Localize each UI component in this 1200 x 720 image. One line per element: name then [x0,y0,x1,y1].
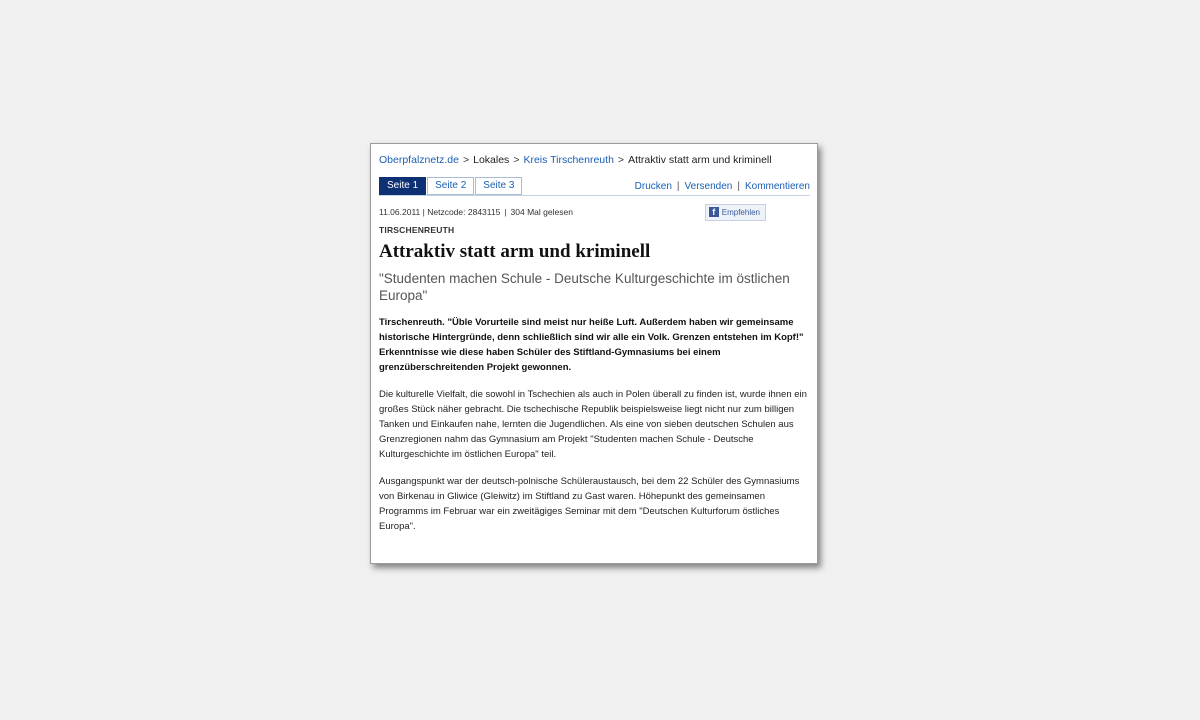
action-divider: | [737,181,740,192]
meta-row [379,203,810,221]
article-lead: Tirschenreuth. "Üble Vorurteile sind meist nur heiße Luft. Außerdem haben wir gemeinsame historische Hintergründe, denn schließlich sind wir alle ein Volk. Grenzen entstehen im Kopf!" Erkenntnisse wie diese haben Schüler des Stiftland-Gymnasiums bei einem grenzüberschreitenden Projekt gewonnen. [379,317,804,373]
breadcrumb [379,152,810,168]
article-kicker: TIRSCHENREUTH [379,225,455,235]
tab-divider-line [379,195,810,196]
breadcrumb-separator: > [462,154,470,166]
article-card [370,143,818,564]
breadcrumb-separator: > [617,154,625,166]
breadcrumb-current: Attraktiv statt arm und kriminell [628,154,772,166]
facebook-like-label: Empfehlen [721,207,760,217]
breadcrumb-link-site[interactable]: Oberpfalznetz.de [379,154,459,166]
article-paragraph: Ausgangspunkt war der deutsch-polnische Schüleraustausch, bei dem 22 Schüler des Gymnasiums von Birkenau in Gliwice (Gleiwitz) im Stiftland zu Gast waren. Höhepunkt des gemeinsamen Programms im Februar war ein zweitägiges Seminar mit dem "Deutschen Kulturforum östliches Europa". [379,476,800,532]
article-paragraph: Die kulturelle Vielfalt, die sowohl in Tschechien als auch in Polen überall zu finden ist, wurde ihnen ein großes Stück näher gebracht. Die tschechische Republik beispielsweise liegt nicht nur zum billigen Tanken und Einkaufen nahe, lernten die Jugendlichen. Als eine von sieben deutschen Schulen aus Grenzregionen nahm das Gymnasium am Projekt "Studenten machen Schule - Deutsche Kulturgeschichte im östlichen Europa" teil. [379,389,807,460]
print-link[interactable]: Drucken [634,181,672,192]
tab-page-1[interactable]: Seite 1 [379,177,426,195]
netzcode: | Netzcode: 2843115 [422,207,501,217]
breadcrumb-separator: > [513,154,520,166]
article-meta [379,207,573,217]
page-tabs [379,177,523,195]
article-actions [635,179,810,195]
meta-divider: | [504,207,507,217]
tab-page-2[interactable]: Seite 2 [427,177,474,195]
comment-link[interactable]: Kommentieren [744,181,810,192]
view-count: 304 Mal gelesen [510,207,573,217]
facebook-icon: f [709,207,719,217]
action-divider: | [676,181,680,192]
tab-page-3[interactable]: Seite 3 [475,177,522,195]
article-toolbar [379,177,810,195]
send-link[interactable]: Versenden [684,181,733,192]
facebook-like-button[interactable] [705,204,766,221]
breadcrumb-item-section: Lokales [473,154,510,166]
breadcrumb-link-region[interactable]: Kreis Tirschenreuth [523,154,614,166]
publish-date: 11.06.2011 [379,207,421,217]
article-headline: Attraktiv statt arm und kriminell [379,241,651,262]
article-subtitle: "Studenten machen Schule - Deutsche Kulturgeschichte im östlichen Europa" [379,271,790,303]
